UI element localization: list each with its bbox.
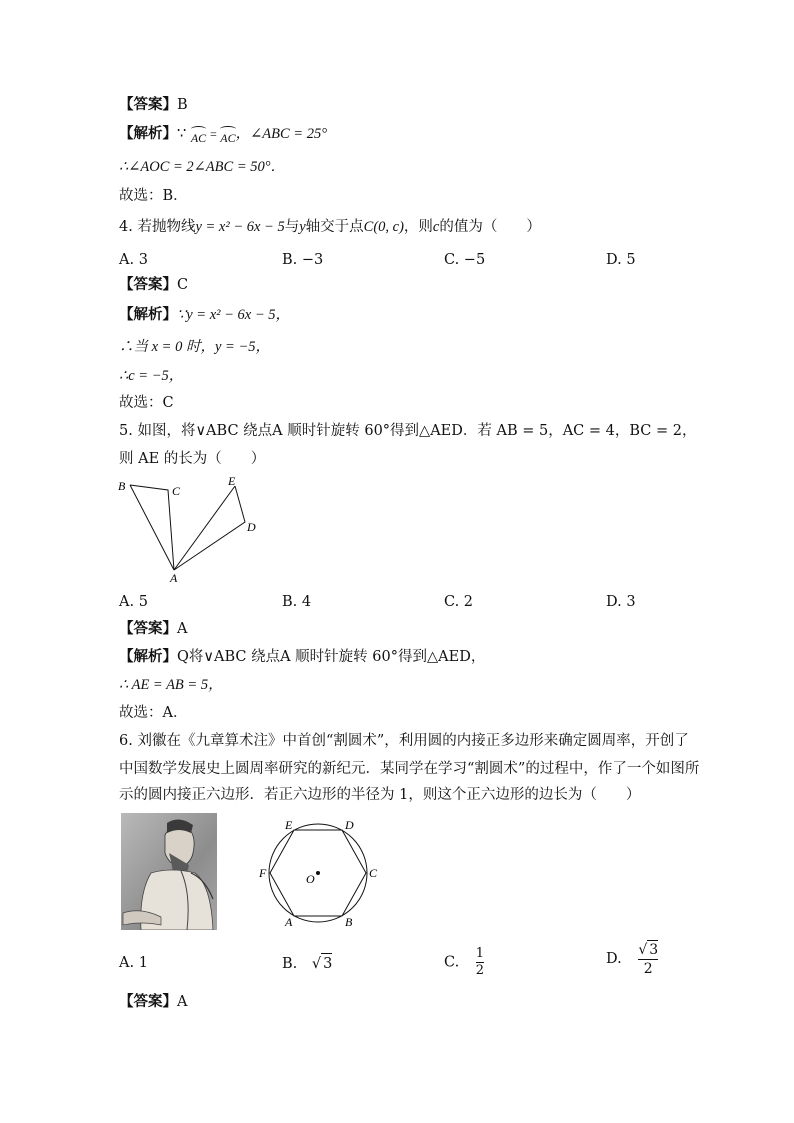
- q5-option-b: B. 4: [282, 594, 312, 610]
- label-e: E: [285, 818, 293, 832]
- q4-option-d: D. 5: [606, 252, 636, 268]
- q5-rotation-figure: [112, 474, 262, 586]
- q4-analysis-line3: ∴c = −5，: [119, 368, 184, 384]
- q5-option-a: A. 5: [119, 594, 148, 610]
- answer-value: B: [177, 97, 188, 113]
- q5-analysis-line1: [119, 647, 485, 667]
- q5-stem-line1: 5. 如图，将∨ABC 绕点A 顺时针旋转 60°得到△AED．若 AB = 5，AC = 4，BC = 2，: [119, 423, 697, 439]
- radicand: 3: [649, 942, 659, 958]
- fraction-one-half: [476, 946, 484, 979]
- q4-y-axis: y: [299, 219, 306, 235]
- q3-answer-line: [119, 95, 188, 115]
- q6-option-b: [282, 953, 332, 974]
- q4-stem-text-c: 轴交于点: [305, 219, 364, 235]
- q5-option-d: D. 3: [606, 594, 636, 610]
- q6-stem-line3: 示的圆内接正六边形．若正六边形的半径为 1，则这个正六边形的边长为（ ）: [119, 787, 641, 803]
- label-d: D: [247, 520, 256, 534]
- q5-stem-line2: 则 AE 的长为（ ）: [119, 451, 266, 467]
- q5-analysis-text: Q将∨ABC 绕点A 顺时针旋转 60°得到△AED，: [177, 649, 486, 665]
- label-a: A: [170, 571, 178, 585]
- arc-ac-1: AC: [191, 128, 206, 148]
- q4-option-a: A. 3: [119, 252, 148, 268]
- answer-tag: 【答案】: [119, 276, 177, 293]
- answer-tag: 【答案】: [119, 993, 177, 1010]
- label-o: O: [306, 872, 315, 886]
- equals: =: [206, 127, 221, 141]
- q4-analysis-eq: ∵y = x² − 6x − 5，: [177, 307, 290, 323]
- q4-conclusion: 故选：C: [119, 395, 174, 411]
- label-c: C: [369, 866, 378, 880]
- q4-c-var: c: [432, 219, 440, 235]
- q4-stem-text-d: ，则: [403, 219, 433, 235]
- analysis-tag: 【解析】: [119, 125, 177, 142]
- q4-stem-text-a: 4. 若抛物线: [119, 219, 196, 235]
- arc-ac-2: AC: [220, 128, 235, 148]
- q6-answer-line: [119, 992, 187, 1012]
- answer-value: A: [177, 621, 188, 637]
- liu-hui-portrait: [121, 813, 217, 930]
- triangle-abc: [130, 485, 174, 570]
- q6-stem-line2: 中国数学发展史上圆周率研究的新纪元．某同学在学习“割圆术”的过程中，作了一个如图所: [119, 761, 700, 777]
- denominator: 2: [475, 963, 485, 978]
- q4-parabola: y = x² − 6x − 5: [195, 219, 285, 235]
- analysis-tag: 【解析】: [119, 306, 177, 323]
- answer-tag: 【答案】: [119, 96, 177, 113]
- option-prefix: D.: [606, 951, 622, 967]
- q4-option-c: C. −5: [444, 252, 486, 268]
- q4-analysis-line2: ∴当 x = 0 时，y = −5，: [119, 339, 270, 355]
- because-symbol: ∵: [177, 126, 187, 142]
- q3-analysis-line2: ∴∠AOC = 2∠ABC = 50°．: [119, 159, 286, 175]
- center-point: [316, 871, 320, 875]
- q6-option-a: A. 1: [119, 955, 148, 971]
- label-a: A: [285, 915, 293, 929]
- q4-stem-text-b: 与: [284, 219, 300, 235]
- q6-option-c: [444, 946, 484, 979]
- answer-tag: 【答案】: [119, 620, 177, 637]
- numerator: 1: [475, 946, 485, 961]
- q4-analysis-line1: [119, 305, 290, 325]
- label-d: D: [345, 818, 354, 832]
- inscribed-hexagon-figure: [255, 815, 385, 930]
- fraction-sqrt3-over-2: [638, 940, 658, 978]
- q5-option-c: C. 2: [444, 594, 474, 610]
- label-e: E: [228, 474, 236, 488]
- answer-value: C: [177, 277, 189, 293]
- option-prefix: C.: [444, 954, 460, 971]
- sqrt-3: √ 3: [312, 956, 332, 972]
- label-b: B: [345, 915, 353, 929]
- denominator: 2: [643, 961, 653, 977]
- label-b: B: [118, 479, 126, 493]
- q3-analysis-line1: [119, 124, 327, 144]
- q4-answer-line: [119, 275, 188, 295]
- q3-conclusion: 故选：B．: [119, 188, 188, 204]
- label-c: C: [172, 484, 181, 498]
- q4-point-c: C(0, c): [363, 219, 404, 235]
- sqrt-3: √ 3: [638, 942, 659, 958]
- q6-stem-line1: 6. 刘徽在《九章算术注》中首创“割圆术”，利用圆的内接正多边形来确定圆周率，开创了: [119, 733, 689, 749]
- answer-value: A: [177, 994, 188, 1010]
- q5-conclusion: 故选：A．: [119, 705, 188, 721]
- radicand: 3: [321, 953, 332, 974]
- q6-option-d: [606, 940, 658, 978]
- q4-stem: [119, 217, 541, 237]
- angle-abc: ，∠ABC = 25°: [235, 126, 328, 142]
- analysis-tag: 【解析】: [119, 648, 177, 665]
- q5-answer-line: [119, 619, 187, 639]
- q4-option-b: B. −3: [282, 252, 324, 268]
- triangle-aed: [174, 486, 245, 570]
- q5-analysis-line2: ∴ AE = AB = 5，: [119, 677, 223, 693]
- q4-stem-text-e: 的值为（ ）: [439, 219, 541, 235]
- option-prefix: B.: [282, 956, 298, 972]
- label-f: F: [259, 866, 267, 880]
